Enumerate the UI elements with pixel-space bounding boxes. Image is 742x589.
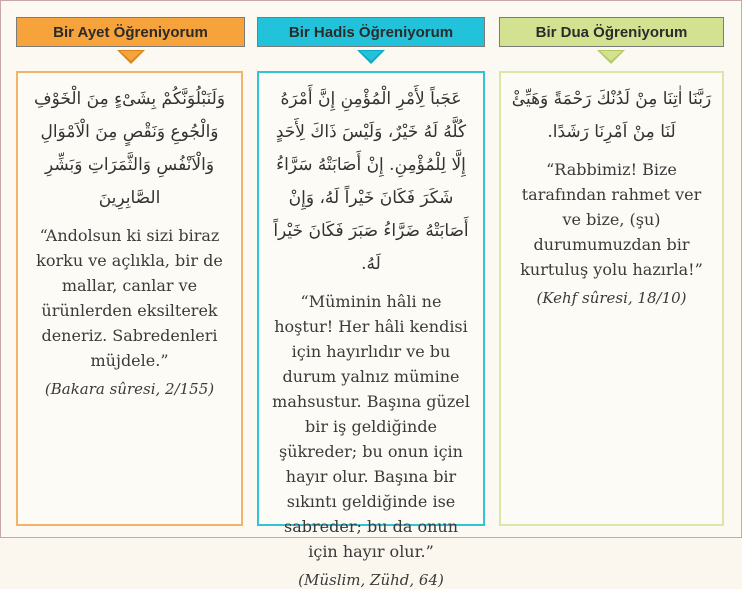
header-ayet: Bir Ayet Öğreniyorum: [16, 17, 245, 47]
hadis-source: (Müslim, Zühd, 64): [298, 571, 444, 589]
hadis-panel: [257, 71, 485, 589]
header-hadis: Bir Hadis Öğreniyorum: [257, 17, 485, 47]
header-dua: Bir Dua Öğreniyorum: [499, 17, 724, 47]
arrow-down-icon: [357, 50, 385, 64]
ayet-arabic: وَلَنَبْلُوَنَّكُمْ بِشَیْءٍ مِنَ الْخَوْفِ وَالْجُوعِ وَنَقْصٍ مِنَ الْاَمْوَالِ وَالْاَنْفُسِ وَالثَّمَرَاتِ وَبَشِّرِ الصَّابِرِینَ: [33, 89, 226, 208]
ayet-source: (Bakara sûresi, 2/155): [44, 380, 215, 398]
dua-source: (Kehf sûresi, 18/10): [536, 289, 687, 307]
ayet-translation: “Andolsun ki sizi biraz korku ve açlıkla, bir de mallar, canlar ve ürünlerden eksilterek deneriz. Sabredenleri müjdele.”: [36, 226, 223, 370]
ayet-panel: [16, 71, 243, 526]
hadis-arabic: عَجَباً لِأَمْرِ الْمُؤْمِنِ إِنَّ أَمْرَهُ كُلَّهُ لَهُ خَيْرٌ، وَلَيْسَ ذَاكَ لِأَحَدٍ إِلَّا لِلْمُؤْمِنِ. إِنْ أَصَابَتْهُ سَرَّاءُ شَكَرَ فَكَانَ خَيْراً لَهُ، وَإِنْ أَصَابَتْهُ ضَرَّاءُ صَبَرَ فَكَانَ خَيْراً لَهُ.: [273, 89, 469, 274]
hadis-translation: “Müminin hâli ne hoştur! Her hâli kendisi için hayırlıdır ve bu durum yalnız mümine mahsustur. Başına güzel bir iş geldiğinde şükreder; bu onun için hayır olur. Başına bir sıkıntı geldiğinde ise sabreder; bu da onun için hayır olur.”: [272, 292, 470, 561]
dua-arabic: رَبَّنَا اٰتِنَا مِنْ لَدُنْكَ رَحْمَةً وَهَيِّئْ لَنَا مِنْ اَمْرِنَا رَشَدًا.: [511, 89, 712, 142]
dua-translation: “Rabbimiz! Bize tarafından rahmet ver ve bize, (şu) durumumuzdan bir kurtuluş yolu hazırla!”: [520, 160, 703, 279]
dua-panel: [499, 71, 724, 526]
arrow-down-icon: [117, 50, 145, 64]
arrow-down-icon: [597, 50, 625, 64]
